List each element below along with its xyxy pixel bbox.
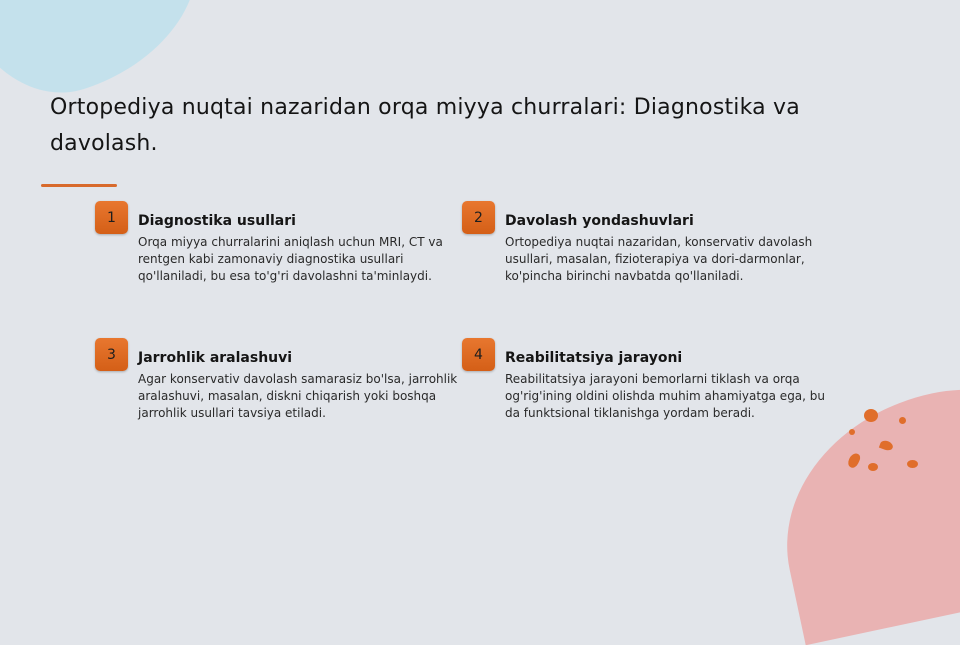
key-point-description: Ortopediya nuqtai nazaridan, konservativ davolash usullari, masalan, fizioterapiya va dori-darmonlar, ko'pincha birinchi navbatda qo'llaniladi. (505, 235, 813, 283)
key-point-title: Davolash yondashuvlari (505, 213, 694, 229)
number-badge: 3 (95, 338, 128, 371)
number-badge: 1 (95, 201, 128, 234)
decorative-dot (849, 429, 855, 435)
decorative-dot (907, 460, 918, 468)
decorative-dot (864, 409, 878, 422)
key-point-text (138, 349, 468, 422)
number-badge: 2 (462, 201, 495, 234)
number-badge: 4 (462, 338, 495, 371)
key-point-title: Jarrohlik aralashuvi (138, 350, 293, 366)
decorative-dot (899, 417, 906, 424)
key-point-description: Agar konservativ davolash samarasiz bo'lsa, jarrohlik aralashuvi, masalan, diskni chiqarish yoki boshqa jarrohlik usullari tavsiya etiladi. (138, 372, 458, 420)
key-point-title: Diagnostika usullari (138, 213, 296, 229)
key-point-text (505, 349, 835, 422)
title-accent-line (41, 184, 117, 187)
key-point-title: Reabilitatsiya jarayoni (505, 350, 683, 366)
decorative-dot (868, 463, 878, 471)
key-point-description: Reabilitatsiya jarayoni bemorlarni tiklash va orqa og'rig'ining oldini olishda muhim ahamiyatga ega, bu da funktsional tiklanishga yordam beradi. (505, 372, 826, 420)
key-point-text (138, 212, 468, 285)
slide-title: Ortopediya nuqtai nazaridan orqa miyya churralari: Diagnostika va davolash. (50, 95, 800, 156)
key-point-description: Orqa miyya churralarini aniqlash uchun MRI, CT va rentgen kabi zamonaviy diagnostika usullari qo'llaniladi, bu esa to'g'ri davolashni ta'minlaydi. (138, 235, 443, 283)
key-point-text (505, 212, 835, 285)
